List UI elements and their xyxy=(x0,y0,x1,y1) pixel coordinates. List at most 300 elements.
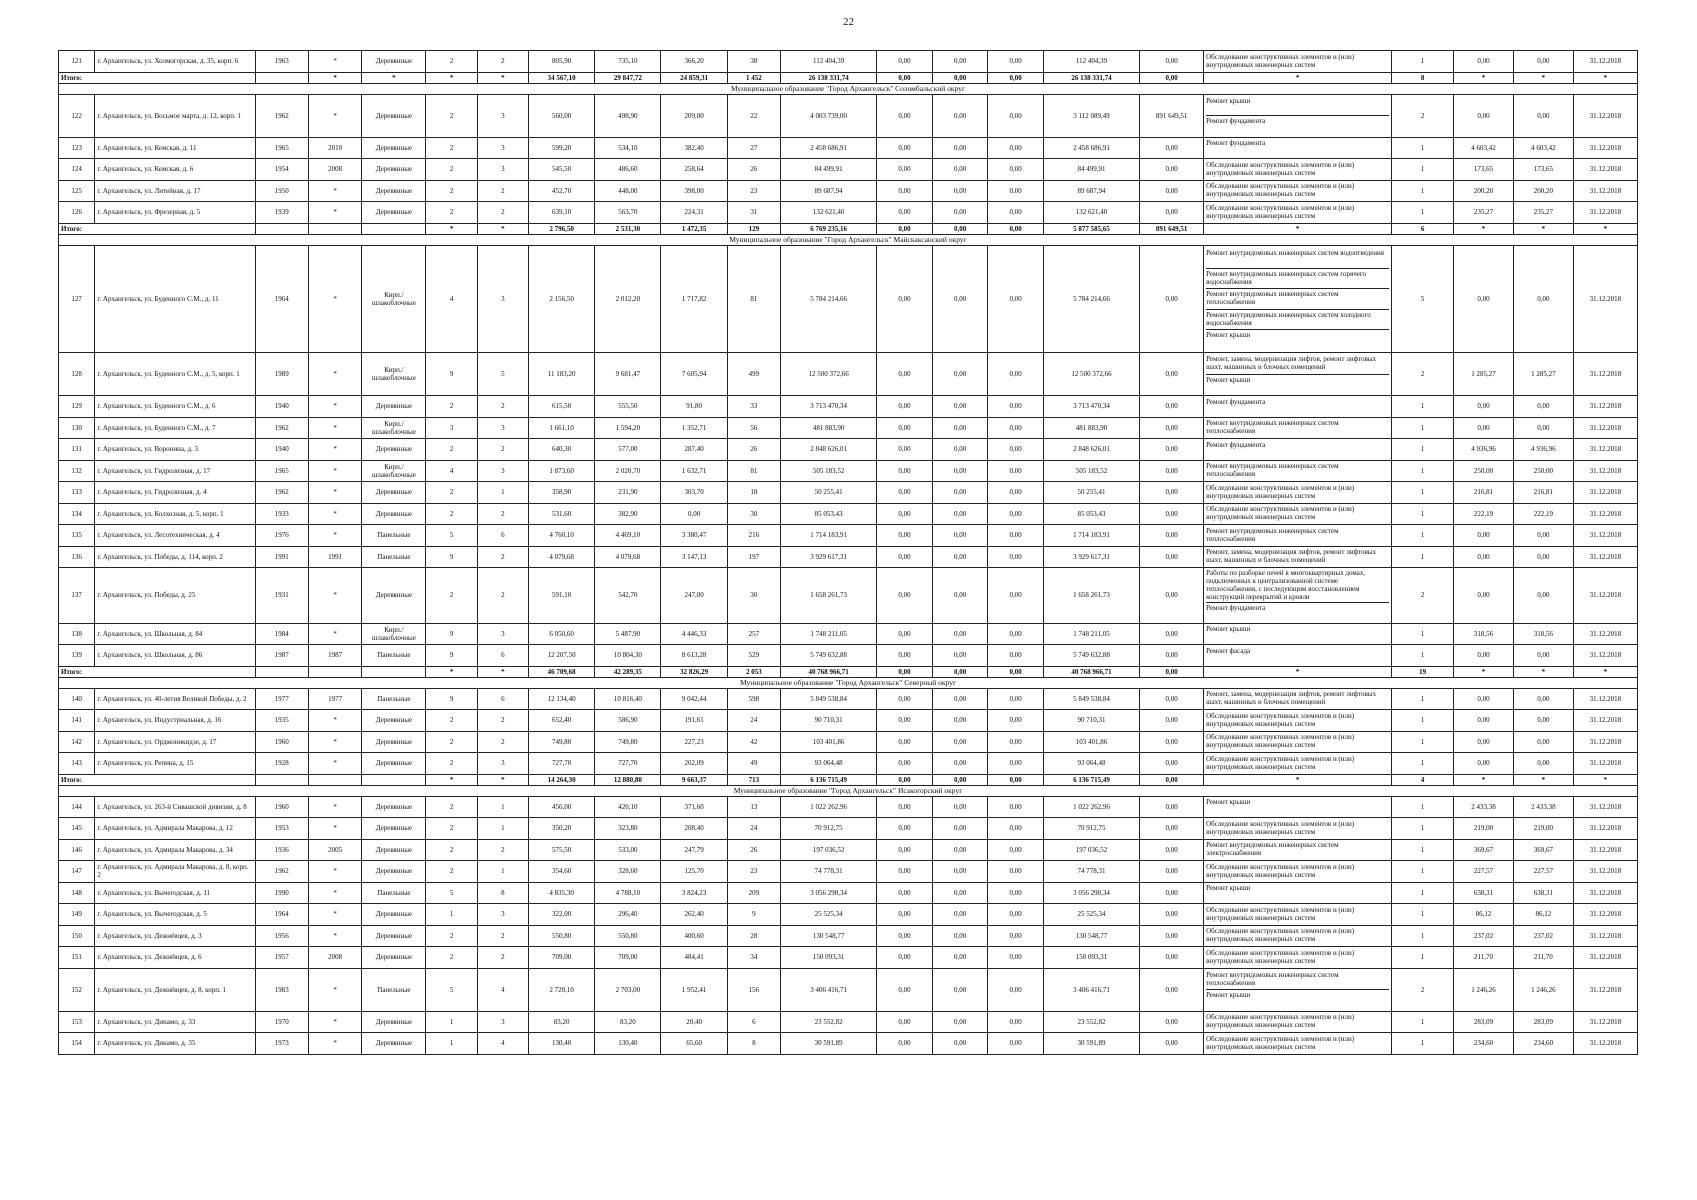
cell-area-own: 484,41 xyxy=(661,947,727,969)
total-entrances: * xyxy=(477,666,528,677)
cell-num: 128 xyxy=(59,353,95,396)
cell-floors: 9 xyxy=(426,546,477,568)
cell-u2: 173,65 xyxy=(1513,159,1573,181)
cell-u1: 0,00 xyxy=(1454,568,1514,624)
cell-rec: * xyxy=(308,245,361,353)
cell-area-own: 208,40 xyxy=(661,818,727,840)
total-f-owners: 26 138 331,74 xyxy=(1043,72,1139,83)
table-row xyxy=(59,396,1638,418)
total-works: * xyxy=(1204,223,1392,234)
cell-f-fund: 0,00 xyxy=(877,1033,933,1055)
total-area-res: 42 289,35 xyxy=(595,666,661,677)
cell-walls: Деревянные xyxy=(362,947,426,969)
cell-entrances: 2 xyxy=(477,947,528,969)
cell-walls: Кирп./ шлакоблочные xyxy=(362,623,426,645)
cell-year: 1970 xyxy=(255,1011,308,1033)
cell-f-other: 0,00 xyxy=(1140,623,1204,645)
cell-u1: 0,00 xyxy=(1454,546,1514,568)
work-item: Обследование конструктивных элементов и (или) внутридомовых инженерных систем xyxy=(1206,52,1355,69)
total-f-other: 0,00 xyxy=(1140,666,1204,677)
cell-f-other: 0,00 xyxy=(1140,904,1204,926)
work-item: Обследование конструктивных элементов и (или) внутридомовых инженерных систем xyxy=(1206,927,1355,943)
cell-year: 1939 xyxy=(255,202,308,224)
cell-works xyxy=(1204,546,1392,568)
total-f-reg: 0,00 xyxy=(932,223,988,234)
cell-f-mun: 0,00 xyxy=(988,1011,1044,1033)
cell-floors: 2 xyxy=(426,731,477,753)
cell-u2: 237,02 xyxy=(1513,925,1573,947)
cell-residents: 30 xyxy=(727,568,780,624)
total-entrances: * xyxy=(477,774,528,785)
cell-residents: 22 xyxy=(727,94,780,137)
cell-area-total: 322,00 xyxy=(529,904,595,926)
cell-rec: 2010 xyxy=(308,137,361,159)
cell-area-total: 709,00 xyxy=(529,947,595,969)
cell-f-mun: 0,00 xyxy=(988,925,1044,947)
work-item: Ремонт крыши xyxy=(1206,884,1251,892)
cell-addr: г. Архангельск, ул. Гидролизная, д. 4 xyxy=(95,482,255,504)
cell-area-total: 1 873,60 xyxy=(529,460,595,482)
cell-num: 151 xyxy=(59,947,95,969)
cell-f-reg: 0,00 xyxy=(932,839,988,861)
cell-f-owners: 132 621,40 xyxy=(1043,202,1139,224)
cell-walls: Деревянные xyxy=(362,861,426,883)
cell-walls: Деревянные xyxy=(362,568,426,624)
total-f-reg: 0,00 xyxy=(932,774,988,785)
cell-u1: 0,00 xyxy=(1454,94,1514,137)
work-item: Ремонт фасада xyxy=(1206,646,1251,655)
cell-num: 133 xyxy=(59,482,95,504)
cell-area-total: 652,40 xyxy=(529,710,595,732)
cell-area-total: 350,20 xyxy=(529,818,595,840)
cell-f-reg: 0,00 xyxy=(932,753,988,775)
total-residents: 2 053 xyxy=(727,666,780,677)
cell-f-reg: 0,00 xyxy=(932,245,988,353)
cell-cost-total: 5 849 538,84 xyxy=(781,688,877,710)
cell-f-owners: 12 500 372,66 xyxy=(1043,353,1139,396)
cell-f-owners: 505 183,52 xyxy=(1043,460,1139,482)
district-name: Муниципальное образование "Город Архангельск" Исакогорский округ xyxy=(59,785,1638,796)
cell-area-res: 10 804,30 xyxy=(595,645,661,667)
cell-works xyxy=(1204,904,1392,926)
cell-wcount: 1 xyxy=(1392,839,1454,861)
cell-area-own: 202,09 xyxy=(661,753,727,775)
cell-entrances: 8 xyxy=(477,882,528,904)
cell-cost-total: 50 255,41 xyxy=(781,482,877,504)
cell-deadline: 31.12.2018 xyxy=(1573,353,1637,396)
cell-f-owners: 150 093,31 xyxy=(1043,947,1139,969)
cell-f-fund: 0,00 xyxy=(877,904,933,926)
cell-addr: г. Архангельск, ул. Фрезерная, д. 5 xyxy=(95,202,255,224)
cell-f-reg: 0,00 xyxy=(932,546,988,568)
cell-u2: 200,20 xyxy=(1513,180,1573,202)
total-area-total: 46 709,68 xyxy=(529,666,595,677)
cell-u2: 1 246,26 xyxy=(1513,968,1573,1011)
cell-floors: 5 xyxy=(426,525,477,547)
work-item: Ремонт внутридомовых инженерных систем теплоснабжения xyxy=(1206,526,1339,543)
cell-addr: г. Архангельск, ул. Дежнёвцев, д. 6 xyxy=(95,947,255,969)
cell-f-owners: 23 552,82 xyxy=(1043,1011,1139,1033)
cell-area-total: 599,20 xyxy=(529,137,595,159)
cell-f-other: 0,00 xyxy=(1140,645,1204,667)
cell-walls: Деревянные xyxy=(362,503,426,525)
cell-f-other: 0,00 xyxy=(1140,968,1204,1011)
cell-addr: г. Архангельск, ул. Адмирала Макарова, д. 8, корп. 2 xyxy=(95,861,255,883)
cell-deadline: 31.12.2018 xyxy=(1573,947,1637,969)
total-entrances: * xyxy=(477,72,528,83)
cell-rec: * xyxy=(308,710,361,732)
cell-deadline: 31.12.2018 xyxy=(1573,546,1637,568)
cell-year: 1984 xyxy=(255,623,308,645)
work-item: Работы по разборке печей в многоквартирных домах, подключенных к централизованной системе теплоснабжения, с последующим восстановлением конструкций перекрытий и кровли xyxy=(1206,568,1389,603)
cell-wcount: 1 xyxy=(1392,1033,1454,1055)
cell-num: 123 xyxy=(59,137,95,159)
cell-f-fund: 0,00 xyxy=(877,245,933,353)
total-works: * xyxy=(1204,72,1392,83)
cell-deadline: 31.12.2018 xyxy=(1573,645,1637,667)
work-item: Ремонт фундамента xyxy=(1206,604,1266,612)
work-item: Ремонт, замена, модернизация лифтов, ремонт лифтовых шахт, машинных и блочных помещений xyxy=(1206,690,1377,706)
cell-f-mun: 0,00 xyxy=(988,482,1044,504)
cell-addr: г. Архангельск, ул. 40-летия Великой Победы, д. 2 xyxy=(95,688,255,710)
cell-year: 1965 xyxy=(255,460,308,482)
cell-year: 1973 xyxy=(255,1033,308,1055)
cell-wcount: 1 xyxy=(1392,417,1454,439)
cell-deadline: 31.12.2018 xyxy=(1573,245,1637,353)
cell-deadline: 31.12.2018 xyxy=(1573,417,1637,439)
cell-area-own: 0,00 xyxy=(661,503,727,525)
cell-f-mun: 0,00 xyxy=(988,753,1044,775)
cell-residents: 31 xyxy=(727,202,780,224)
cell-year: 1936 xyxy=(255,839,308,861)
cell-walls: Деревянные xyxy=(362,796,426,818)
table-row xyxy=(59,731,1638,753)
cell-walls: Панельные xyxy=(362,525,426,547)
cell-rec: 1991 xyxy=(308,546,361,568)
cell-addr: г. Архангельск, ул. Динамо, д. 33 xyxy=(95,1011,255,1033)
cell-wcount: 1 xyxy=(1392,861,1454,883)
table-row xyxy=(59,623,1638,645)
cell-wcount: 1 xyxy=(1392,623,1454,645)
cell-num: 146 xyxy=(59,839,95,861)
cell-deadline: 31.12.2018 xyxy=(1573,968,1637,1011)
cell-area-own: 398,00 xyxy=(661,180,727,202)
work-item: Ремонт внутридомовых инженерных систем электроснабжения xyxy=(1206,841,1339,857)
cell-cost-total: 5 749 632,88 xyxy=(781,645,877,667)
cell-area-total: 545,50 xyxy=(529,159,595,181)
cell-rec: * xyxy=(308,1033,361,1055)
cell-num: 129 xyxy=(59,396,95,418)
work-item: Ремонт фундамента xyxy=(1206,440,1266,449)
cell-cost-total: 74 778,31 xyxy=(781,861,877,883)
cell-area-own: 227,23 xyxy=(661,731,727,753)
cell-u2: 222,19 xyxy=(1513,503,1573,525)
cell-area-res: 1 594,20 xyxy=(595,417,661,439)
cell-cost-total: 89 687,94 xyxy=(781,180,877,202)
cell-residents: 156 xyxy=(727,968,780,1011)
total-f-owners: 5 877 585,65 xyxy=(1043,223,1139,234)
work-item: Ремонт крыши xyxy=(1206,625,1251,633)
table-row xyxy=(59,417,1638,439)
cell-wcount: 1 xyxy=(1392,503,1454,525)
cell-entrances: 4 xyxy=(477,968,528,1011)
cell-f-mun: 0,00 xyxy=(988,417,1044,439)
cell-wcount: 2 xyxy=(1392,568,1454,624)
cell-f-fund: 0,00 xyxy=(877,439,933,461)
cell-residents: 6 xyxy=(727,1011,780,1033)
cell-walls: Деревянные xyxy=(362,137,426,159)
cell-rec: 1977 xyxy=(308,688,361,710)
cell-f-fund: 0,00 xyxy=(877,417,933,439)
cell-f-owners: 1 658 261,73 xyxy=(1043,568,1139,624)
cell-addr: г. Архангельск, ул. Вычегодская, д. 5 xyxy=(95,904,255,926)
cell-f-fund: 0,00 xyxy=(877,861,933,883)
total-walls: * xyxy=(362,72,426,83)
cell-wcount: 1 xyxy=(1392,439,1454,461)
cell-cost-total: 130 548,77 xyxy=(781,925,877,947)
cell-works xyxy=(1204,710,1392,732)
cell-u1: 1 246,26 xyxy=(1454,968,1514,1011)
cell-cost-total: 1 714 183,91 xyxy=(781,525,877,547)
cell-rec: * xyxy=(308,503,361,525)
cell-f-other: 0,00 xyxy=(1140,796,1204,818)
cell-works xyxy=(1204,882,1392,904)
total-row xyxy=(59,223,1638,234)
cell-addr: г. Архангельск, ул. Колхозная, д. 5, корп. 1 xyxy=(95,503,255,525)
cell-works xyxy=(1204,353,1392,396)
cell-wcount: 2 xyxy=(1392,968,1454,1011)
cell-f-owners: 84 499,91 xyxy=(1043,159,1139,181)
cell-f-reg: 0,00 xyxy=(932,482,988,504)
cell-cost-total: 90 710,31 xyxy=(781,710,877,732)
total-area-res: 29 847,72 xyxy=(595,72,661,83)
cell-rec: * xyxy=(308,861,361,883)
cell-num: 144 xyxy=(59,796,95,818)
cell-area-total: 560,00 xyxy=(529,94,595,137)
total-f-owners: 6 136 715,49 xyxy=(1043,774,1139,785)
cell-residents: 33 xyxy=(727,396,780,418)
cell-rec: * xyxy=(308,353,361,396)
cell-num: 145 xyxy=(59,818,95,840)
cell-year: 1935 xyxy=(255,710,308,732)
cell-entrances: 2 xyxy=(477,202,528,224)
work-item: Ремонт фундамента xyxy=(1206,397,1266,406)
cell-works xyxy=(1204,159,1392,181)
work-item: Обследование конструктивных элементов и (или) внутридомовых инженерных систем xyxy=(1206,819,1355,836)
cell-u1: 2 433,38 xyxy=(1454,796,1514,818)
cell-floors: 2 xyxy=(426,159,477,181)
cell-f-other: 0,00 xyxy=(1140,1011,1204,1033)
cell-u2: 0,00 xyxy=(1513,51,1573,73)
cell-walls: Деревянные xyxy=(362,439,426,461)
cell-f-other: 0,00 xyxy=(1140,861,1204,883)
cell-cost-total: 23 552,82 xyxy=(781,1011,877,1033)
cell-wcount: 1 xyxy=(1392,396,1454,418)
cell-residents: 8 xyxy=(727,1033,780,1055)
cell-f-owners: 5 849 538,84 xyxy=(1043,688,1139,710)
cell-walls: Панельные xyxy=(362,546,426,568)
cell-u1: 86,12 xyxy=(1454,904,1514,926)
cell-floors: 2 xyxy=(426,51,477,73)
cell-f-mun: 0,00 xyxy=(988,460,1044,482)
cell-area-own: 224,31 xyxy=(661,202,727,224)
total-f-mun: 0,00 xyxy=(988,223,1044,234)
cell-u2: 318,56 xyxy=(1513,623,1573,645)
cell-f-other: 0,00 xyxy=(1140,460,1204,482)
work-item: Ремонт крыши xyxy=(1206,96,1389,117)
cell-area-total: 452,70 xyxy=(529,180,595,202)
cell-u2: 283,09 xyxy=(1513,1011,1573,1033)
cell-area-res: 498,90 xyxy=(595,94,661,137)
cell-f-mun: 0,00 xyxy=(988,568,1044,624)
cell-u1: 0,00 xyxy=(1454,396,1514,418)
cell-num: 135 xyxy=(59,525,95,547)
cell-f-other: 0,00 xyxy=(1140,159,1204,181)
cell-rec: * xyxy=(308,439,361,461)
cell-u2: 219,00 xyxy=(1513,818,1573,840)
cell-u2: 0,00 xyxy=(1513,568,1573,624)
cell-f-reg: 0,00 xyxy=(932,94,988,137)
cell-cost-total: 3 056 290,34 xyxy=(781,882,877,904)
cell-floors: 2 xyxy=(426,947,477,969)
cell-deadline: 31.12.2018 xyxy=(1573,482,1637,504)
cell-entrances: 4 xyxy=(477,1033,528,1055)
cell-walls: Кирп./ шлакоблочные xyxy=(362,460,426,482)
cell-num: 154 xyxy=(59,1033,95,1055)
cell-area-res: 550,80 xyxy=(595,925,661,947)
cell-residents: 197 xyxy=(727,546,780,568)
cell-f-fund: 0,00 xyxy=(877,51,933,73)
cell-cost-total: 30 591,89 xyxy=(781,1033,877,1055)
cell-entrances: 2 xyxy=(477,396,528,418)
total-row xyxy=(59,72,1638,83)
table-row xyxy=(59,904,1638,926)
cell-f-fund: 0,00 xyxy=(877,968,933,1011)
cell-num: 125 xyxy=(59,180,95,202)
cell-num: 132 xyxy=(59,460,95,482)
work-item: Ремонт фундамента xyxy=(1206,117,1266,125)
cell-f-mun: 0,00 xyxy=(988,904,1044,926)
cell-entrances: 1 xyxy=(477,818,528,840)
cell-area-total: 83,20 xyxy=(529,1011,595,1033)
cell-year: 1965 xyxy=(255,137,308,159)
cell-f-owners: 1 748 211,05 xyxy=(1043,623,1139,645)
cell-rec: * xyxy=(308,731,361,753)
cell-year: 1962 xyxy=(255,482,308,504)
cell-area-total: 130,40 xyxy=(529,1033,595,1055)
cell-residents: 26 xyxy=(727,439,780,461)
cell-area-total: 4 835,30 xyxy=(529,882,595,904)
cell-walls: Деревянные xyxy=(362,396,426,418)
cell-f-fund: 0,00 xyxy=(877,460,933,482)
cell-area-res: 9 681,47 xyxy=(595,353,661,396)
total-f-mun: 0,00 xyxy=(988,774,1044,785)
cell-entrances: 5 xyxy=(477,353,528,396)
cell-u2: 0,00 xyxy=(1513,546,1573,568)
total-walls xyxy=(362,223,426,234)
cell-f-owners: 3 406 416,71 xyxy=(1043,968,1139,1011)
cell-wcount: 1 xyxy=(1392,482,1454,504)
cell-f-other: 0,00 xyxy=(1140,353,1204,396)
cell-f-other: 0,00 xyxy=(1140,180,1204,202)
work-item: Ремонт крыши xyxy=(1206,375,1251,384)
cell-f-owners: 50 255,41 xyxy=(1043,482,1139,504)
cell-residents: 42 xyxy=(727,731,780,753)
cell-area-own: 287,40 xyxy=(661,439,727,461)
cell-addr: г. Архангельск, ул. Воронина, д. 3 xyxy=(95,439,255,461)
cell-walls: Деревянные xyxy=(362,710,426,732)
cell-f-mun: 0,00 xyxy=(988,503,1044,525)
cell-rec: * xyxy=(308,968,361,1011)
cell-u1: 0,00 xyxy=(1454,688,1514,710)
cell-entrances: 2 xyxy=(477,731,528,753)
cell-f-owners: 130 548,77 xyxy=(1043,925,1139,947)
cell-u1: 227,57 xyxy=(1454,861,1514,883)
cell-residents: 598 xyxy=(727,688,780,710)
cell-entrances: 2 xyxy=(477,51,528,73)
cell-area-own: 303,70 xyxy=(661,482,727,504)
total-f-reg: 0,00 xyxy=(932,666,988,677)
cell-rec: * xyxy=(308,417,361,439)
cell-residents: 9 xyxy=(727,904,780,926)
table-row xyxy=(59,925,1638,947)
cell-u2: 4 936,96 xyxy=(1513,439,1573,461)
cell-area-res: 382,90 xyxy=(595,503,661,525)
cell-area-own: 371,60 xyxy=(661,796,727,818)
cell-num: 153 xyxy=(59,1011,95,1033)
cell-wcount: 1 xyxy=(1392,947,1454,969)
cell-cost-total: 84 499,91 xyxy=(781,159,877,181)
cell-cost-total: 70 912,75 xyxy=(781,818,877,840)
cell-wcount: 1 xyxy=(1392,688,1454,710)
cell-wcount: 1 xyxy=(1392,525,1454,547)
cell-entrances: 2 xyxy=(477,710,528,732)
cell-works xyxy=(1204,482,1392,504)
cell-works xyxy=(1204,137,1392,159)
cell-u2: 211,70 xyxy=(1513,947,1573,969)
cell-f-reg: 0,00 xyxy=(932,202,988,224)
cell-f-fund: 0,00 xyxy=(877,482,933,504)
cell-works xyxy=(1204,503,1392,525)
work-item: Ремонт внутридомовых инженерных систем водоотведения xyxy=(1206,248,1389,269)
total-cost-total: 40 768 966,71 xyxy=(781,666,877,677)
cell-residents: 529 xyxy=(727,645,780,667)
cell-works xyxy=(1204,688,1392,710)
cell-rec: 2005 xyxy=(308,839,361,861)
total-f-other: 0,00 xyxy=(1140,774,1204,785)
table-row xyxy=(59,546,1638,568)
cell-u1: 0,00 xyxy=(1454,731,1514,753)
total-label: Итого: xyxy=(59,774,256,785)
cell-area-res: 10 816,40 xyxy=(595,688,661,710)
cell-area-res: 555,50 xyxy=(595,396,661,418)
cell-wcount: 1 xyxy=(1392,546,1454,568)
cell-f-fund: 0,00 xyxy=(877,546,933,568)
cell-f-other: 0,00 xyxy=(1140,137,1204,159)
total-area-own: 1 472,35 xyxy=(661,223,727,234)
cell-u1: 235,27 xyxy=(1454,202,1514,224)
cell-f-other: 0,00 xyxy=(1140,396,1204,418)
cell-cost-total: 150 093,31 xyxy=(781,947,877,969)
cell-residents: 24 xyxy=(727,710,780,732)
cell-u2: 250,00 xyxy=(1513,460,1573,482)
cell-cost-total: 3 713 470,34 xyxy=(781,396,877,418)
cell-f-fund: 0,00 xyxy=(877,925,933,947)
cell-area-own: 20,40 xyxy=(661,1011,727,1033)
cell-area-res: 448,00 xyxy=(595,180,661,202)
total-residents: 713 xyxy=(727,774,780,785)
cell-addr: г. Архангельск, ул. Победы, д. 25 xyxy=(95,568,255,624)
